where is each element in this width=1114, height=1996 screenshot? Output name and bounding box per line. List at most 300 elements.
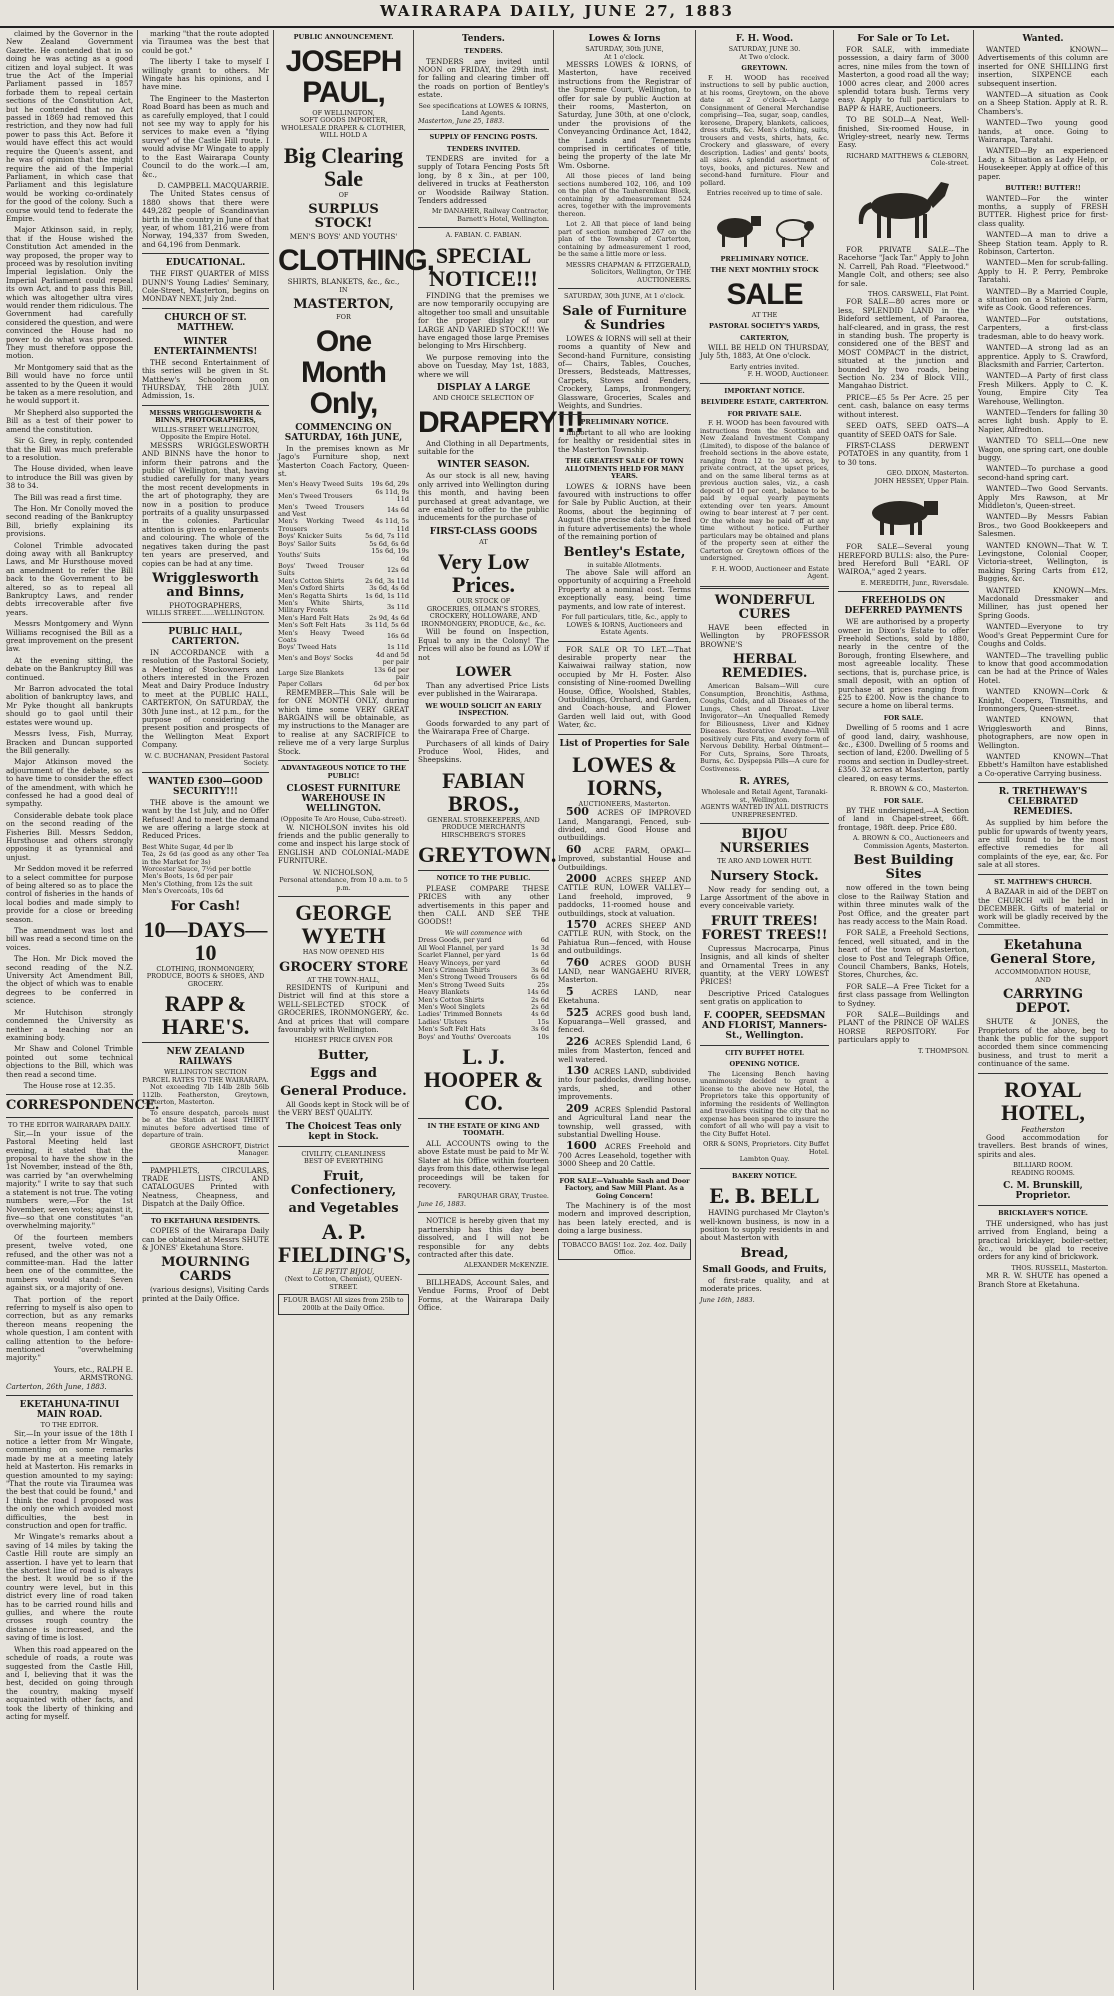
property-description: ACRES OF IMPROVED Land, Mangarangi, Fenced, sub-divided, and Good House and outbuildings. (558, 808, 691, 843)
divider (142, 1213, 269, 1214)
ad-body: PAMPHLETS, CIRCULARS, TRADE LISTS, AND CATALOGUES Printed with Neatness, Cheapness, and Dispatch at the Daily Office. (142, 1165, 269, 1209)
ad-heading: Fruit, Confectionery, (290, 1168, 397, 1198)
ad-subheading: READING ROOMS. (1011, 1168, 1075, 1177)
price-value: 19s 6d, 29s (371, 480, 409, 489)
ad-heading: Wrigglesworth and Binns, (152, 570, 259, 600)
property-description: ACRES Splendid Pastoral and Agricultural Land near the township, well grassed, with substantial Dwelling House. (558, 1104, 691, 1139)
property-listing (558, 955, 691, 985)
ad-heading: CITY BUFFET HOTEL (725, 1048, 804, 1057)
ad-subheading: AND CHOICE SELECTION OF (432, 394, 535, 403)
classified-ad: WANTED KNOWN—Cork & Knight, Coopers, Tinsmiths, and Ironmongers, Queen-street. (978, 687, 1108, 713)
divider (978, 782, 1108, 783)
price-value: 14s 6d (527, 988, 549, 997)
classified-ad: WANTED TO SELL—One new Wagon, one spring cart, one double buggy. (978, 436, 1108, 462)
ad-body: MR R. W. SHUTE has opened a Branch Store at Eketahuna. (978, 1271, 1108, 1289)
property-description: ACRES SHEEP AND CATTLE RUN, with Stock, on the Pahiatua Run—fenced, with House and outbuildings. (558, 920, 691, 956)
ad-date: SATURDAY, JUNE 30. (728, 45, 801, 53)
ad-subheading: PASTORAL SOCIETY'S YARDS, (709, 322, 820, 330)
divider (558, 734, 691, 735)
ad-heading: CARRYING DEPOT. (1003, 987, 1083, 1017)
ad-body: Cupressus Macrocarpa, Pinus Insignis, and all kinds of shelter and Ornamental Trees in any quantity, at the VERY LOWEST PRICES! (700, 943, 829, 987)
divider (142, 772, 269, 773)
ad-heading: General Produce. (280, 1083, 407, 1099)
ad-box (558, 1239, 691, 1260)
ad-heading: WANTED £300—GOOD SECURITY!!! (148, 776, 263, 797)
ad-heading: LOWES & IORNS, (572, 751, 677, 800)
price-row (278, 504, 409, 519)
price-value: 5s 6d, 7s 11d (365, 532, 409, 541)
ad-body: W. NICHOLSON invites his old friends and the public generally to come and inspect his large stock of ENGLISH AND COLONIAL-MADE FURNITURE. (278, 822, 409, 866)
ad-heading: PRELIMINARY NOTICE. (580, 418, 669, 427)
ad-body: THE above is the amount we want by the 1st July, and no Offer Refused! And to meet the demand we are offering a large stock at Reduced Prices. (142, 797, 269, 841)
classified-ad: WANTED—A strong lad as an apprentice. Apply to S. Crawford, Blacksmith and Farrier, Carterton. (978, 343, 1108, 369)
property-acreage: 209 (566, 1101, 595, 1115)
ad-body: As our stock is all new, having only arrived into Wellington during this month, and having been purchased at great advantage, we are enabled to offer to the public inducements for the purchase of (418, 471, 549, 523)
price-value: 1s 3d (531, 943, 549, 952)
ad-body: GROCERIES, OILMAN'S STORES, CROCKERY, HOLLOWARE, AND IRONMONGERY, PRODUCE, &c., &c. (421, 604, 546, 628)
classified-ad: WANTED—By Messrs Fabian Bros., two Good Bookkeepers and Salesmen. (978, 512, 1108, 539)
section-heading: Tenders. (462, 34, 505, 44)
ad-signature: GEO. DIXON, Masterton. (886, 469, 969, 478)
price-value: 3s 6d, 4s 6d (369, 584, 409, 593)
property-listing (558, 917, 691, 956)
ad-subheading: CARTERTON, (740, 333, 789, 342)
ad-heading: BIJOU NURSERIES (719, 827, 810, 857)
property-listing (558, 984, 691, 1006)
ad-heading: Nursery Stock. (710, 868, 819, 884)
ad-body: MESSRS LOWES & IORNS, of Masterton, have received instructions from the Registrar of the Supreme Court, Wellington, to offer for sale by public Auction at their rooms, Masterton, on Saturday, June 30th, at one o'clock, under the provisions of the Conveyancing Ordinance Act, 1842, the Lands and Tenements comprised in certificates of title, being the property of the late Mr Wm. Osborne. (558, 60, 691, 170)
ad-subheading: HAS NOW OPENED HIS (302, 948, 385, 956)
ad-heading: and Vegetables (288, 1200, 399, 1216)
ad-heading: ST. MATTHEW'S CHURCH. (994, 877, 1092, 886)
divider (142, 622, 269, 623)
ad-signature: W. C. BUCHANAN, President Pastoral Society. (144, 751, 269, 768)
ad-body: F. H. WOOD has received instructions to sell by public auction, at his rooms, Greytown, on the above date at 2 o'clock—A Large Consignment of General Merchandise comprising—Tea, sugar, soap, candles, kerosene, Drapery, blankets, calicoes, dress stuffs, &c. Men's clothing, suits, trousers and vests, shirts, hats, &c. Crockery and glassware, of every description. Ladies' and gents' boots, all sizes. A splendid assortment of toys, books, and pictures. New and second-hand furniture. Flour and pollard. (700, 73, 829, 187)
price-value: 4s 11d, 5s 11d (375, 517, 409, 533)
divider (418, 870, 549, 871)
ad-subheading: in suitable Allotments. (587, 560, 662, 569)
property-description: ACRES SHEEP AND CATTLE RUN, LOWER VALLEY—Land freehold, improved, 9 paddocks, 11-roomed house and outbuildings, stock at valuation. (558, 874, 691, 918)
ad-body: The above Sale will afford an opportunity of acquiring a Freehold Property at a nominal cost. Terms exceptionally easy, being time payments, and low rate of interest. (558, 568, 691, 611)
price-value: 6s 6d (531, 973, 549, 982)
ad-body: F. H. WOOD has been favoured with instructions from the Scottish and New Zealand Investment Company (Limited), to dispose of the balance of freehold sections in the above estate, ranging from 12 to 36 acres, by private contract, at the upset prices, and on the same liberal terms as at previous auction sales, viz., a cash deposit of 10 per cent., balance to be paid by equal yearly payments extending over ten years. Amount owing to bear interest at 7 per cent. Or the whole may be paid off at any time without notice. Further particulars may be obtained and plans of the property seen at either the Carterton or Greytown offices of the undersigned. (700, 419, 829, 563)
price-row (278, 600, 409, 615)
ad-heading: MOURNING CARDS (161, 1255, 250, 1285)
ad-body: FOR SALE OR TO LET.—That desirable property near the Kaiwaiwai railway station, now occupied by Mr H. Foster. Also consisting of Nine-roomed Dwelling House, Office, Woolshed, Stables, Outbuildings, Orchard, and Garden, and Coach-house, and Flower Garden well laid out, with Good Water, &c. (558, 644, 691, 730)
price-value: 25s (537, 980, 549, 989)
ad-signature: ALEXANDER McKENZIE. (464, 1261, 549, 1270)
letter-paragraph: Mr Wingate's remarks about a saving of 14 miles by taking the Castle Hill route are simply an assertion. I have yet to learn that the shortest line of road is always the best. It would be so if the country were level, but in this district every line of road taken has to be carried round hills and gullies, and where the route crosses rough country the distance is increased, and the saving of time is lost. (6, 1532, 133, 1643)
classified-ad: WANTED KNOWN—That Ebbett's Hamilton have established a Co-operative Carrying business. (978, 751, 1108, 778)
price-list (418, 937, 549, 1041)
ad-heading: L. J. HOOPER & CO. (423, 1043, 544, 1115)
classified-ad: WANTED—To purchase a good second-hand spring cart. (978, 464, 1108, 482)
price-item: Paper Collars (278, 680, 323, 689)
price-value: 15s (537, 1017, 549, 1026)
ad-body: HAVE been effected in Wellington by PROFESSOR BROWNE'S (700, 622, 829, 649)
column-lowes-iorns (554, 30, 696, 1990)
ad-heading: A. P. FIELDING'S, (278, 1218, 411, 1267)
classified-ad: WANTED—Two Good Servants. Apply Mrs Rawson, at Mr Middleton's, Queen-street. (978, 484, 1108, 510)
ad-date: At Two o'clock. (739, 52, 790, 61)
property-listing (558, 842, 692, 872)
ad-heading: Eggs and (310, 1065, 377, 1081)
divider (418, 1118, 549, 1119)
price-item: Youths' Suits (278, 550, 321, 559)
ad-body: To ensure despatch, parcels must be at the Station at least THIRTY minutes before advertised time of departure of train. (142, 1108, 269, 1140)
letter-salutation: TO THE EDITOR. (40, 1421, 99, 1430)
column-news (2, 29, 160, 1990)
news-paragraph: The House divided, when leave to introduce the Bill was given by 38 to 34. (6, 464, 133, 491)
price-row (278, 563, 409, 578)
price-item: Men's Tweed Trousers (278, 491, 353, 500)
price-value: 2s 6d, 3s 11d (365, 576, 409, 585)
ad-heading: HERBAL REMEDIES. (721, 652, 808, 682)
ad-body: BILLHEADS, Account Sales, and Vendue Forms, Proof of Debt Forms, at the Wairarapa Daily Office. (418, 1277, 549, 1313)
property-acreage: 500 (566, 805, 598, 819)
livestock-illustration (705, 202, 825, 252)
ad-body: The Machinery is of the most modern and improved description, has been lately erected, and is doing a large business. (558, 1201, 691, 1236)
ad-heading: FREEHOLDS ON DEFERRED PAYMENTS (844, 596, 963, 617)
classified-ad: WE are authorised by a property owner in Dixon's Estate to offer Freehold Sections, sold by 1880, nearly in the centre of the Borough, fronting Elsewhere, and most agreeable locality. These sections, that is, purchase price, is small deposit, with an option of purchase at prices ranging from £25 to £200. Now is the chance to secure a home on liberal terms. (838, 617, 969, 711)
price-item: Dress Goods, per yard (418, 936, 492, 945)
price-item: Men's Cotton Shirts (278, 576, 344, 585)
letter-paragraph: Of the fourteen members present, twelve voted, one refused, and the other was not a committee-man. Had the latter been one of the committee, the numbers would stand: Seven against six, or a majority of one. (6, 1232, 133, 1293)
ad-body: ALL ACCOUNTS owing to the above Estate must be paid to Mr W. Slater at his Office within fourteen days from this date, otherwise legal proceedings will be taken for recovery. (418, 1138, 549, 1190)
property-acreage: 760 (566, 955, 600, 969)
news-paragraph: The House rose at 12.35. (23, 1080, 116, 1090)
ad-subheading: Featherston (1021, 1124, 1065, 1134)
ad-body: AGENTS WANTED IN ALL DISTRICTS UNREPRESENTED. (700, 803, 829, 819)
classified-ad: FOR PRIVATE SALE—The Racehorse "Jack Tar." Apply to John N. Carrell, Pah Road. "Fleetwood." Mangle Colt, and others; see also for sale. (838, 244, 969, 288)
news-paragraph: claimed by the Governor in the New Zealand Government Gazette. He contended that in so doing he was acting as a good citizen and loyal subject. It was true the Act of the Imperial Parliament passed in 1857 forbade them to repeal certain sections of the Constitution Act, but he contended that no Act passed in 1869 had removed this restriction, and they now had full power to pass this Act. Before it would have effect this act would require the Queen's assent, and he was of opinion that the might require the aid of the Imperial Parliament, in which case that Parliament and this legislature would be working co-ordinately for the good of the colony. Such a course would tend to federate the Empire. (6, 29, 133, 223)
ad-signature: FARQUHAR GRAY, Trustee. (457, 1192, 549, 1201)
ad-body: THE undersigned, who has just arrived from England, being a practical bricklayer, boiler-setter, &c., would be glad to receive orders for any kind of brickwork. (978, 1218, 1108, 1262)
price-item: Boys' and Youths' Overcoats (418, 1032, 511, 1041)
letter-salutation: TO THE EDITOR WAIRARAPA DAILY. (8, 1121, 131, 1130)
divider (142, 1042, 269, 1043)
price-item: Heavy Blankets (418, 988, 470, 997)
property-acreage: 60 (566, 842, 594, 856)
ad-subheading: AND (1035, 975, 1051, 984)
ad-signature: THOS. CARSWELL, Flat Point. (867, 289, 969, 298)
ad-address: WILLIS-STREET WELLINGTON, Opposite the Empire Hotel. (151, 425, 260, 442)
classified-ad: WANTED KNOWN, that Wrigglesworth and Binns, photographers, are now open in Wellington. (978, 715, 1108, 750)
divider (700, 586, 829, 589)
ad-heading: BAKERY NOTICE. (731, 1171, 798, 1180)
price-item: All Wool Flannel, per yard (418, 943, 505, 952)
classified-ad: FOR SALE—80 acres more or less, SPLENDID LAND in the Bideford settlement, of Paraorea, half-cleared, and in grass, the rest in standing bush. The property is considered one of the BEST and MOST COMPACT in the district, situated at the junction and bounded by two roads, being Section No. 234 of Block VIII., Mangahao District. (838, 297, 969, 391)
classified-ad: WANTED—By a Married Couple, a situation on a Station or Farm, wife as Cook. Good references. (978, 286, 1108, 313)
ad-body: Will be found on Inspection, Equal to any in the Colony! The Prices will also be found as LOW if not (418, 627, 549, 662)
property-listing (558, 1139, 691, 1169)
divider (700, 1168, 829, 1169)
divider (978, 934, 1108, 935)
ad-signature: R. BROWN & CO., Masterton. (870, 785, 969, 794)
price-item: Boys' Knicker Suits (278, 532, 342, 541)
ad-body: LOWES & IORNS will sell at their rooms a quantity of New and Second-hand Furniture, consisting of— Chairs, Tables, Couches, Dressers, Bedsteads, Mattresses, Carpets, Stoves and Fenders, Crockery, Lamps, Ironmongery, Glassware, Groceries, Scales and Weights, and Sundries. (558, 333, 691, 411)
price-value: 14s 6d (387, 506, 409, 515)
classified-ad: BY THE undersigned,—A Section of land in Chapel-street, 66ft. frontage, 198ft. deep. Price £80. (838, 806, 969, 832)
ad-heading: CHURCH OF ST. MATTHEW. (164, 312, 247, 333)
ad-date: At 1 o'clock. (604, 52, 645, 61)
ad-heading: FABIAN BROS., (442, 767, 525, 816)
price-list (278, 481, 409, 688)
ad-subheading: MEN'S BOYS' AND YOUTHS' (289, 232, 398, 241)
divider (6, 1395, 133, 1396)
news-paragraph: The United States census of 1880 shows that there were 449,282 people of Scandinavian birth in the country in June of that year, of whom 181,216 were from Norway, 194,337 from Sweden, and 64,196 from Denmark. (142, 189, 269, 249)
news-paragraph: Mr Seddon moved it be referred to a select committee for purpose of being altered so as to place the control of fisheries in the hands of local bodies and made simply to provide for a close or breeding season. (6, 864, 133, 924)
price-item: Men's Strong Tweed Trousers (418, 973, 518, 982)
classified-ad: WANTED—A situation as Cook on a Sheep Station. Apply at R. R. Chambers's. (978, 90, 1108, 116)
ad-heading: IN THE ESTATE OF KING AND TOOMATH. (427, 1121, 540, 1138)
ad-signature: F. COOPER, SEEDSMAN AND FLORIST, Manners-St., Wellington. (701, 1010, 828, 1041)
classified-ad: FOR SALE, a Freehold Sections, fenced, well situated, and in the heart of the town of Masterton, close to Post and Telegraph Office, Council Chambers, Banks, Hotels, Stores, Churches, &c. (838, 928, 969, 980)
ad-subheading: WINTER ENTERTAINMENTS! (153, 336, 258, 357)
ad-heading: Eketahuna General Store, (990, 938, 1096, 968)
property-description: ACRES LAND, near Eketahuna. (558, 987, 691, 1006)
ad-body: PLEASE COMPARE THESE PRICES with any other advertisements in this paper and then CALL AND SEE THE GOODS!! (418, 883, 549, 927)
price-row (142, 851, 269, 866)
ad-signature: Mr DANAHER, Railway Contractor, Barnett's Hotel, Wellington. (431, 207, 549, 223)
ad-subheading: BELVIDERE ESTATE, CARTERTON. (700, 398, 829, 407)
ad-body: NOTICE is hereby given that my partnership has this day been dissolved, and I will not be responsible for any debts contracted after this date. (418, 1216, 549, 1260)
ad-signature: ORR & SONS, Proprietors. City Buffet Hotel. (703, 1140, 829, 1156)
ad-body: FLOUR BAGS! All sizes from 25lb to 200lb at the Daily Office. (283, 1296, 404, 1312)
divider (558, 414, 691, 415)
ad-body: The Licensing Bench having unanimously decided to grant a license to the above new Hotel, the Proprietors take this opportunity of informing the residents of Wellington and travellers visiting the city that no expense has been spared to insure the comfort of all who will pay a visit to the City Buffet Hotel. (700, 1069, 829, 1138)
price-item: Men's Working Tweed Trousers (278, 517, 365, 533)
ad-body: HAVING purchased Mr Clayton's well-known business, is now in a position to supply residents in and about Masterton with (700, 1208, 829, 1243)
ad-heading: GROCERY STORE (279, 959, 408, 975)
ad-subheading: PHOTOGRAPHERS, (169, 600, 242, 610)
section-heading: Wanted. (1022, 34, 1064, 44)
ad-signature: F. H. WOOD, Auctioneer and Estate Agent. (711, 564, 829, 581)
price-row (278, 548, 409, 563)
ad-body: Good accommodation for travellers. Best brands of wines, spirits and ales. (978, 1133, 1108, 1159)
ad-subheading: OPENING NOTICE. (729, 1060, 800, 1069)
price-row (278, 652, 409, 667)
ad-subheading: HIRSCHBERG'S STORES (441, 830, 526, 839)
ad-subheading: ACCOMMODATION HOUSE, (995, 968, 1091, 977)
property-description: ACRES LAND, subdivided into four paddocks, dwelling house, yards, shed, and other improvements. (558, 1067, 691, 1102)
ad-body: REMEMBER—This Sale will be for ONE MONTH ONLY, during which time some VERY GREAT BARGAINS will be obtainable, as my instructions to the Manager are to realise at any SACRIFICE to relieve me of a very large Surplus Stock. (278, 687, 409, 756)
ad-body: Descriptive Priced Catalogues sent gratis on application to (700, 988, 829, 1007)
ad-heading: Sale of Furniture & Sundries (562, 303, 687, 333)
price-value: 3s 6d (531, 965, 549, 974)
letter-paragraph: When this road appeared on the schedule of roads, a route was suggested from the Castle Hill, and I, believing that it was the best, decided on going through the country, making myself acquainted with other facts, and took the liberty of thinking and acting for myself. (6, 1644, 133, 1721)
classified-ad: PRICE—£5 5s Per Acre. 25 per cent. cash, balance on easy terms without interest. (838, 392, 969, 419)
property-list (558, 805, 692, 1169)
ad-body: THE second Entertainment of this series will be given in St. Matthew's Schoolroom on THURSDAY, THE 28th JULY. Admission, 1s. (142, 357, 269, 401)
price-value: 2s 6d (531, 1002, 549, 1011)
divider (978, 874, 1108, 875)
ad-body: TOBACCO BAGS! 1oz. 2oz. 4oz. Daily Office. (562, 1240, 687, 1257)
ad-heading: SURPLUS STOCK! (308, 202, 379, 231)
ad-body: Than any advertised Price Lists ever published in the Wairarapa. (418, 680, 549, 699)
ad-body: We will commence with (444, 928, 523, 937)
property-listing (558, 1034, 692, 1064)
ad-subheading: AT (479, 537, 488, 546)
news-paragraph: Colonel Trimble advocated doing away with all Bankruptcy Laws, and Mr Hursthouse moved an amendment to refer the Bill back to the Government to be altered, so as to repeal all Bankruptcy Laws, and render debts irrecoverable after five years. (6, 540, 133, 617)
ad-signature: A. BROWN & CO., Auctioneers and Commission Agents, Masterton. (853, 834, 969, 850)
classified-ad: WANTED—A Party of first class Fresh Milkers. Apply to C. K. Young, Empire City Tea Warehouse, Wellington. (978, 371, 1108, 406)
ad-heading: Small Goods, and Fruits, (702, 1264, 827, 1275)
ad-body: (various designs), Visiting Cards printed at the Daily Office. (142, 1285, 269, 1303)
price-item: Men's Regatta Shirts (278, 591, 348, 600)
ad-heading: PUBLIC HALL, CARTERTON. (168, 626, 243, 647)
ad-heading: MASTERTON, (293, 297, 394, 313)
ad-subheading: CIVILITY, CLEANLINESS (301, 1149, 386, 1158)
ad-body: In the premises known as Mr Jago's Furniture shop, next Masterton Coach Factory, Queen-st. (278, 443, 409, 479)
price-row (278, 630, 409, 645)
classified-ad: WANTED—For outstations, Carpenters, a first-class tradesman, able to do heavy work. (978, 314, 1108, 341)
divider (978, 1205, 1108, 1206)
price-row (278, 518, 409, 533)
classified-ad: WANTED—A man to drive a Sheep Station team. Apply to R. Robinson, Carterton. (978, 230, 1108, 257)
property-acreage: 525 (566, 1005, 596, 1019)
price-value: 1s 6d (531, 951, 549, 960)
classified-ad: FOR SALE—Several young HEREFORD BULLS: also, the Pure-bred Hereford Bull "EARL OF WAIROA," aged 2 years. (838, 542, 969, 577)
price-item: Boys' Tweed Trouser Suits (278, 561, 365, 578)
ad-body: LOWES & IORNS have been favoured with instructions to offer for Sale by Public Auction, at their Rooms, about the beginning of August (the precise date to be fixed in future advertisements) the whole of the remaining portion of (558, 481, 691, 542)
ad-subheading: GREYTOWN. (741, 64, 788, 72)
divider (6, 1117, 133, 1118)
ad-body: WILL BE HELD ON THURSDAY, July 5th, 1883, At One o'clock. (700, 343, 829, 361)
ad-body: COPIES of the Wairarapa Daily can be obtained at Messrs SHUTE & JONES' Eketahuna Store. (142, 1226, 269, 1252)
price-row (278, 667, 409, 682)
ad-signature: JOHN HESSEY, Upper Plain. (874, 476, 969, 485)
letter-paragraph: The liberty I take to myself I willingly grant to others. Mr Wingate has his opinions, and I have mine. (142, 57, 269, 92)
divider (142, 308, 269, 309)
divider (418, 227, 549, 228)
ad-subheading: PARCEL RATES TO THE WAIRARAPA. (142, 1075, 269, 1084)
classified-ad: WANTED—Men for scrub-falling. Apply to H. P. Perry, Pembroke Taratahi. (978, 258, 1108, 285)
price-item: Men's and Boys' Socks (278, 654, 353, 663)
ad-signature: GEORGE ASHCROFT, District Manager. (170, 1141, 269, 1158)
price-value: 6d (540, 958, 549, 967)
price-item: Tea, 2s 6d (as good as any other Tea in the Market for 3s) (142, 850, 269, 866)
ad-signature: W. NICHOLSON, (312, 867, 375, 877)
price-value: 16s 6d (387, 632, 409, 641)
classified-ad: WANTED KNOWN—That W. T. Levingstone, Colonial Cooper, Victoria-street, Wellington, is making Spring Carts from £12, Buggies, &c. (978, 540, 1108, 584)
divider (278, 896, 409, 897)
price-value: 13s 6d per pair (373, 665, 409, 681)
ad-address: Wholesale and Retail Agent, Taranaki-st., Wellington. (701, 788, 828, 804)
ad-subheading: WE WOULD SOLICIT AN EARLY INSPECTION. (425, 701, 542, 718)
ad-heading: One Month Only, (301, 324, 386, 420)
ad-heading: LOWER (455, 664, 512, 680)
news-paragraph: Mr Montgomery said that as the Bill would have no force until assented to by the Queen it would be taken as a mere resolution, and he would support it. (6, 362, 133, 406)
price-item: Large Size Blankets (278, 669, 344, 678)
news-paragraph: Major Atkinson said, in reply, that if the House wished the Constitution Act amended in the way proposed, the proper way to proceed was by resolution inviting Imperial legislation. Only the Imperial Parliament could repeal its own Act, and to pass this Bill, which was altogether ultra vires would render them ridiculous. The Government had carefully considered the question, and were convinced the House had no power to do what was proposed. They must therefore oppose the motion. (6, 225, 133, 361)
letter-signature: Yours, etc., RALPH E. ARMSTRONG. (53, 1364, 133, 1383)
section-heading: For Sale or To Let. (857, 34, 950, 44)
divider (418, 129, 549, 130)
ad-body: THE FIRST QUARTER of MISS DUNN'S Young Ladies' Seminary, Cole-Street, Masterton, begins on MONDAY NEXT, July 2nd. (142, 269, 269, 304)
ad-body: As supplied by him before the public for upwards of twenty years, are still found to be the most effective remedies for all complaints of the eye, ear, &c. For sale at all stores. (978, 818, 1108, 870)
ad-address: (Opposite Te Aro House, Cuba-street). (280, 815, 407, 824)
section-heading: Lowes & Iorns (588, 34, 661, 44)
price-item: Ladies' Ulsters (418, 1017, 468, 1026)
ad-subheading: GENERAL STOREKEEPERS, AND PRODUCE MERCHANTS (427, 815, 540, 832)
price-item: Men's Heavy Tweed Suits (278, 480, 363, 489)
price-value: 5s 6d, 6s 6d (369, 539, 409, 548)
divider (978, 1073, 1108, 1074)
column-fh-wood (696, 30, 834, 1990)
price-value: 2s 6d (531, 995, 549, 1004)
property-description: ACRES GOOD BUSH LAND, near WANGAEHU RIVER, Masterton. (558, 958, 691, 985)
price-value: 6d (540, 936, 549, 945)
ad-heading: FOR SALE. (883, 796, 924, 805)
news-paragraph: Messrs Montgomery and Wynn Williams recognised the Bill as a great improvement on the present law. (6, 619, 133, 654)
price-value: 3s 6d (531, 1025, 549, 1034)
column-for-sale (834, 30, 974, 1990)
ad-signature: THOS. RUSSELL, Masterton. (1011, 1263, 1108, 1272)
price-item: Men's Clothing, from 12s the suit (142, 879, 253, 888)
ad-subheading: THE GREATEST SALE OF TOWN ALLOTMENTS HELD FOR MANY YEARS. (565, 457, 684, 481)
ad-heading: FRUIT TREES! FOREST TREES!! (701, 913, 828, 943)
news-paragraph: The Hon. Mr Dick moved the second reading of the N.Z. University Act Amendment Bill, the object of which was to enable degrees to be conferred in science. (6, 954, 133, 1006)
horse-illustration (849, 172, 959, 242)
property-acreage: 1600 (566, 1139, 605, 1153)
ad-heading: PUBLIC ANNOUNCEMENT. (293, 33, 394, 41)
ad-box (278, 1294, 409, 1315)
ad-subheading: SHIRTS, BLANKETS, &c., &c., (287, 277, 400, 287)
letter-paragraph: The Engineer to the Masterton Road Board has been as much and as carefully employed, that I could not see my way to apply for his services to make even a "flying survey" of the Castle Hill route. I would advise Mr Wingate to apply to the East Wairarapa County Council to do the work.—I am, &c., (142, 93, 269, 179)
price-item: Men's Soft Felt Hats (278, 621, 346, 630)
ad-heading: EDUCATIONAL. (165, 258, 246, 269)
ad-body: And Clothing in all Departments, suitable for the (418, 438, 549, 456)
ad-body: FINDING that the premises we are now temporarily occupying are altogether too small and unsuitable for the proper display of our LARGE AND VARIED STOCK!!! We have engaged those large Premises belonging to Mrs Hirschberg. (418, 290, 549, 351)
ad-body: Goods forwarded to any part of the Wairarapa Free of Charge. (418, 718, 549, 737)
price-row (142, 888, 269, 895)
ad-heading: GEORGE WYETH (295, 900, 392, 948)
classified-ad: WANTED—The travelling public to know that good accommodation can be had at the Prince of Wales Hotel. (978, 650, 1108, 685)
ad-heading: R. TRETHEWAY'S CELEBRATED REMEDIES. (998, 787, 1088, 818)
ad-body: MESSRS WRIGGLESWORTH AND BINNS have the honor to inform their patrons and the public of Wellington, that, having studied carefully for many years the most recent developments in the art of photography, they are now in a position to produce portraits of a quality unsurpassed in the colonies. Particular attention is given to enlargements and colouring. The whole of the negatives taken during the past ten years are preserved, and copies can be had at any time. (142, 440, 269, 568)
news-paragraph: Messrs Ivess, Fish, Murray, Bracken and Duncan supported the Bill generally. (6, 729, 133, 755)
price-item: Men's Hard Felt Hats (278, 613, 350, 622)
ad-heading: Butter, (317, 1047, 370, 1063)
property-description: ACRES Splendid Land, 6 miles from Masterton, fenced and well watered. (558, 1037, 692, 1064)
price-item: Boys' Sailor Suits (278, 539, 336, 548)
letter-paragraph: Sir,—In your issue of the 18th I notice a letter from Mr Wingate, commenting on some remarks made by me at a meeting lately held at Masterton. His remarks in question amounted to my saying: "That the route via Tiraumea was the best that could be found," and I think the road I proposed was the only one which avoided most difficulties, the best in construction and open for traffic. (6, 1428, 133, 1530)
ad-subheading: BILLIARD ROOM. (1013, 1161, 1073, 1170)
ad-subheading: TE ARO AND LOWER HUTT. (717, 857, 812, 866)
ad-body: TENDERS are invited for a supply of Totara Fencing Posts 5ft long, by 8 x 3in., at per 100, delivered in trucks at Featherston or Woodside Railway Station. Tenders addressed (418, 154, 549, 206)
price-value: 3s 11d, 5s 6d (365, 621, 409, 630)
property-listing (558, 1005, 691, 1035)
property-listing (558, 1101, 691, 1140)
ad-subheading: WINTER SEASON. (437, 460, 530, 471)
ad-signature: See specifications at LOWES & IORNS, Land Agents. (418, 101, 549, 118)
ad-heading: SPECIAL NOTICE!!! (429, 242, 538, 291)
column-wanted (974, 30, 1112, 1990)
classified-ad: WANTED—Tenders for falling 30 acres light bush. Apply to E. Napier, Alfredton. (978, 407, 1108, 434)
ad-subheading: SOFT GOODS IMPORTER, WHOLESALE DRAPER & CLOTHIER, WILL HOLD A (281, 116, 406, 139)
ad-heading: Best Building Sites (853, 853, 954, 883)
ad-body: of first-rate quality, and at moderate prices. (700, 1275, 829, 1294)
divider (142, 405, 269, 406)
ad-subheading: OUR STOCK OF (456, 597, 511, 606)
ad-heading: BRICKLAYER'S NOTICE. (998, 1209, 1088, 1218)
classified-ad: Dwelling of 5 rooms and 1 acre of good land, dairy, washhouse, &c., £300. Dwelling of 5 rooms and section of land, £200. Dwelling of 5 rooms and section in Dudley-street. £350. 32 acres at Masterton, partly cleared, on easy terms. (838, 723, 969, 783)
divider (700, 383, 829, 384)
price-value: 2s 9d, 4s 6d (369, 613, 409, 622)
ad-heading: MESSRS WRIGGLESWORTH & BINNS, PHOTOGRAPHERS, (149, 408, 262, 425)
ad-heading: SUPPLY OF FENCING POSTS. (429, 133, 538, 142)
